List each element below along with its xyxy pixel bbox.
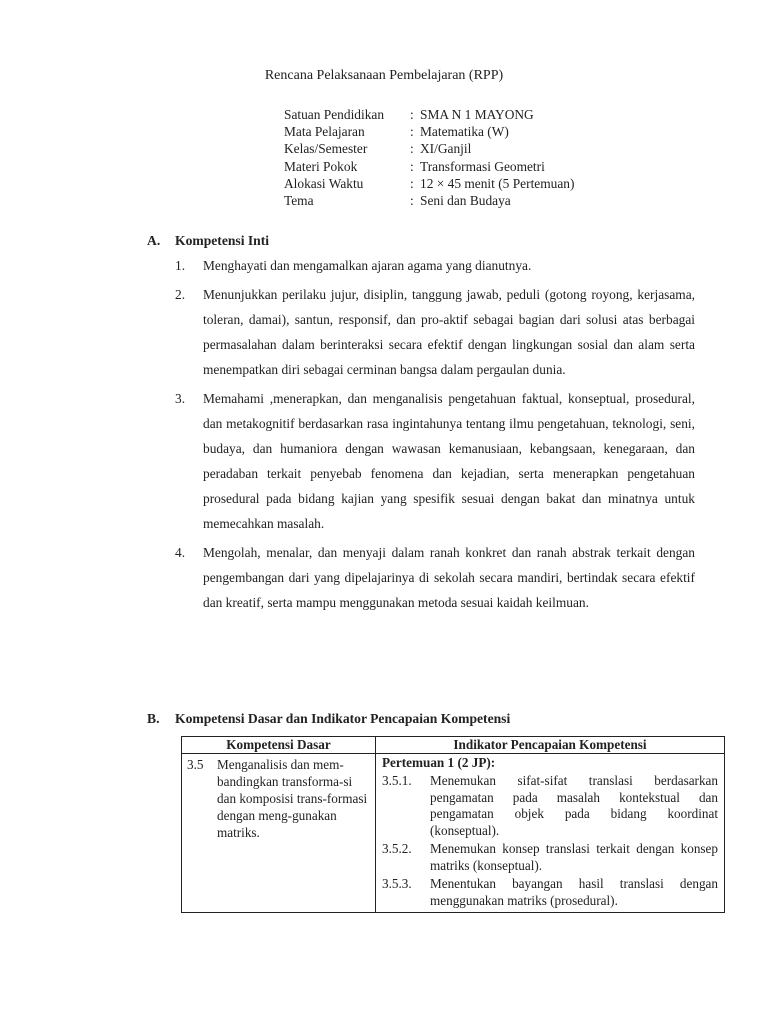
section-letter: B.: [147, 711, 160, 726]
list-item: [175, 540, 695, 615]
list-text: Menghayati dan mengamalkan ajaran agama yang dianutnya.: [203, 258, 532, 273]
indicator-item: [382, 876, 718, 909]
indicator-code: 3.5.2.: [382, 841, 412, 856]
identity-colon: :: [410, 158, 414, 174]
identity-row: [284, 140, 574, 157]
kd-code: 3.5: [187, 757, 204, 772]
kd-content: [182, 754, 375, 841]
identity-value: XI/Ganjil: [420, 141, 472, 157]
identity-colon: :: [410, 175, 414, 191]
meeting-label: Pertemuan 1 (2 JP):: [382, 755, 496, 770]
indicator-code: 3.5.3.: [382, 876, 412, 891]
indicator-item: [382, 773, 718, 839]
identity-label: Tema: [284, 192, 314, 208]
indicator-text: Menentukan bayangan hasil translasi dengan menggunakan matriks (prosedural).: [430, 876, 718, 908]
section-a-heading: [147, 233, 269, 249]
identity-value: Transformasi Geometri: [420, 158, 545, 174]
indicator-text: Menemukan sifat-sifat translasi berdasarkan pengamatan pada masalah kontekstual dan pengamatan objek pada bidang koordinat (konseptual).: [430, 773, 718, 838]
list-number: 2.: [175, 287, 186, 302]
identity-value: Matematika (W): [420, 124, 509, 140]
list-number: 3.: [175, 391, 186, 406]
identity-label: Satuan Pendidikan: [284, 107, 385, 122]
section-letter: A.: [147, 233, 161, 248]
identity-row: [284, 158, 574, 175]
identity-colon: :: [410, 107, 414, 122]
indicator-text: Menemukan konsep translasi terkait dengan konsep matriks (konseptual).: [430, 841, 718, 873]
identity-label: Kelas/Semester: [284, 141, 368, 157]
kompetensi-table: [181, 736, 725, 913]
identity-value: 12 × 45 menit (5 Pertemuan): [420, 175, 575, 191]
table-header-cell: Kompetensi Dasar: [182, 737, 376, 754]
kd-cell: [182, 754, 376, 913]
identity-label: Materi Pokok: [284, 158, 358, 174]
list-text: Memahami ,menerapkan, dan menganalisis pengetahuan faktual, konseptual, prosedural, dan metakognitif berdasarkan rasa ingintahunya tentang ilmu pengetahuan, teknologi, seni, budaya, dan humaniora dengan wawasan kemanusiaan, kebangsaan, kenegaraan, dan peradaban terkait penyebab fenomena dan kejadian, serta menerapkan pengetahuan prosedural pada bidang kajian yang spesifik sesuai dengan bakat dan minatnya untuk memecahkan masalah.: [203, 391, 695, 531]
identity-label: Mata Pelajaran: [284, 124, 365, 140]
list-item: [175, 253, 695, 278]
section-title: Kompetensi Dasar dan Indikator Pencapaian Kompetensi: [175, 711, 511, 726]
indicator-item: [382, 841, 718, 874]
indicator-code: 3.5.1.: [382, 773, 412, 788]
identity-colon: :: [410, 141, 414, 157]
table-header-row: [182, 737, 725, 754]
list-text: Mengolah, menalar, dan menyaji dalam ranah konkret dan ranah abstrak terkait dengan pengembangan dari yang dipelajarinya di sekolah secara mandiri, bertindak secara efektif dan kreatif, serta mampu menggunakan metoda sesuai kaidah keilmuan.: [203, 545, 695, 610]
section-b-heading: [147, 711, 510, 727]
identity-label: Alokasi Waktu: [284, 175, 364, 191]
identity-colon: :: [410, 192, 414, 208]
list-number: 4.: [175, 545, 186, 560]
identity-row: [284, 106, 574, 123]
kompetensi-inti-list: [175, 253, 695, 619]
identity-row: [284, 175, 574, 192]
indicator-cell: [376, 754, 725, 913]
list-item: [175, 282, 695, 382]
document-title: Rencana Pelaksanaan Pembelajaran (RPP): [264, 68, 504, 83]
list-text: Menunjukkan perilaku jujur, disiplin, tanggung jawab, peduli (gotong royong, kerjasama, toleran, damai), santun, responsif, dan pro-aktif sebagai bagian dari solusi atas berbagai permasalahan dalam berinteraksi secara efektif dengan lingkungan sosial dan alam serta menempatkan diri sebagai cerminan bangsa dalam pergaulan dunia.: [203, 287, 695, 377]
table-row: [182, 754, 725, 913]
identity-block: [284, 106, 574, 209]
list-number: 1.: [175, 258, 186, 273]
indicator-content: [376, 754, 724, 912]
kd-text: Menganalisis dan mem-bandingkan transforma-si dan komposisi trans-formasi dengan meng-gunakan matriks.: [217, 757, 368, 840]
table-header-cell: Indikator Pencapaian Kompetensi: [376, 737, 725, 754]
section-title: Kompetensi Inti: [175, 233, 270, 248]
identity-value: SMA N 1 MAYONG: [420, 107, 534, 122]
list-item: [175, 386, 695, 536]
identity-value: Seni dan Budaya: [420, 192, 511, 208]
identity-row: [284, 123, 574, 140]
identity-row: [284, 192, 574, 209]
identity-colon: :: [410, 124, 414, 140]
